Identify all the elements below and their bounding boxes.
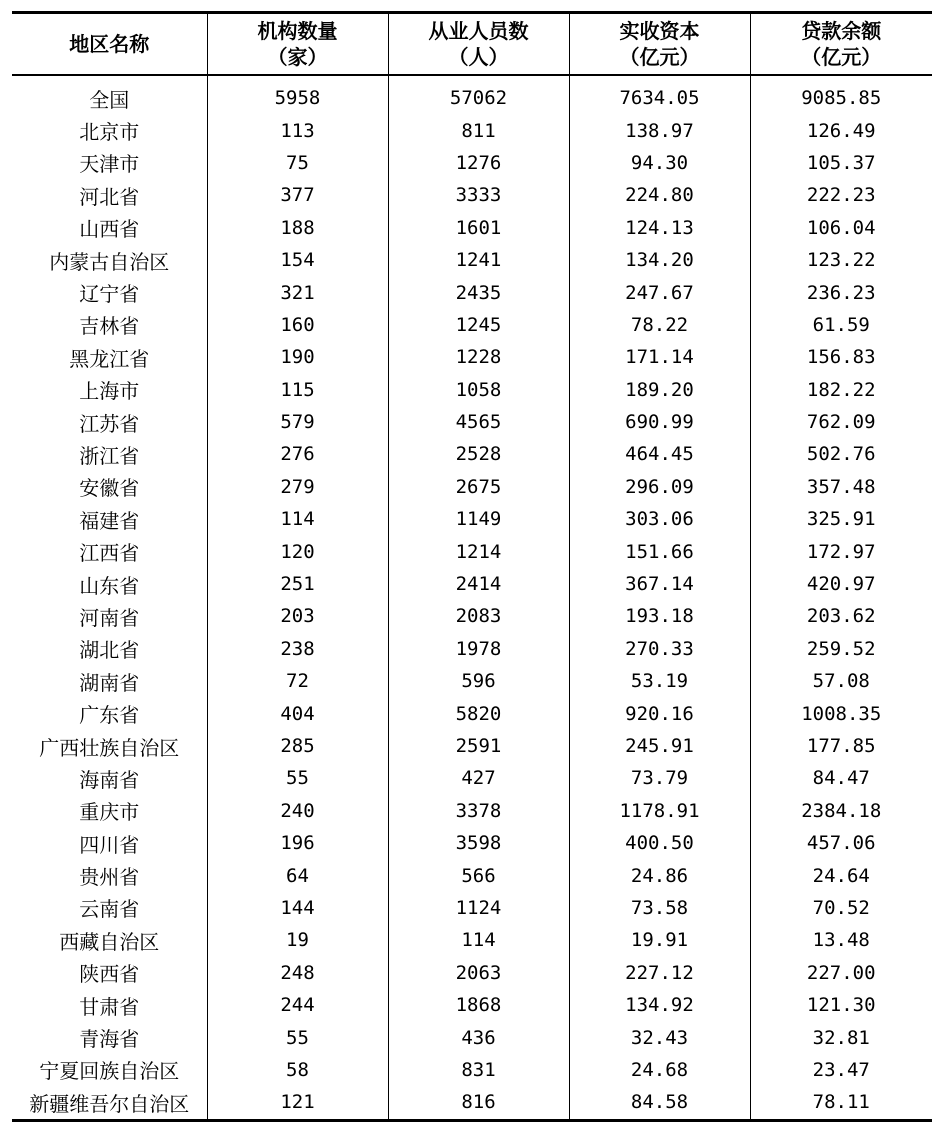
- paid-in-capital-cell: 124.13: [569, 212, 750, 244]
- region-cell: 新疆维吾尔自治区: [29, 1091, 190, 1116]
- region-cell: 上海市: [79, 379, 140, 404]
- employee-count-cell: 1276: [388, 147, 569, 179]
- header-employee-count-unit: （人）: [448, 45, 509, 69]
- institution-count-cell: 75: [207, 147, 388, 179]
- region-cell: 辽宁省: [79, 282, 140, 307]
- employee-count-cell: 2591: [388, 730, 569, 762]
- table-row: [12, 276, 932, 308]
- employee-count-cell: 2435: [388, 276, 569, 308]
- loan-balance-cell: 227.00: [750, 957, 932, 989]
- loan-balance-cell: 172.97: [750, 535, 932, 567]
- paid-in-capital-cell: 1178.91: [569, 795, 750, 827]
- header-institution-count-unit: （家）: [267, 45, 328, 69]
- institution-count-cell: 144: [207, 892, 388, 924]
- paid-in-capital-cell: 920.16: [569, 697, 750, 729]
- statistics-table: [12, 11, 932, 1122]
- table-row: [12, 1021, 932, 1053]
- paid-in-capital-cell: 270.33: [569, 633, 750, 665]
- table-row: [12, 795, 932, 827]
- table-row: [12, 665, 932, 697]
- paid-in-capital-cell: 171.14: [569, 341, 750, 373]
- region-cell: 吉林省: [79, 314, 140, 339]
- table-row: [12, 1086, 932, 1120]
- table-row: [12, 244, 932, 276]
- region-cell: 河北省: [79, 184, 140, 209]
- employee-count-cell: 1058: [388, 374, 569, 406]
- loan-balance-cell: 357.48: [750, 471, 932, 503]
- employee-count-cell: 436: [388, 1021, 569, 1053]
- region-cell: 安徽省: [79, 476, 140, 501]
- employee-count-cell: 4565: [388, 406, 569, 438]
- employee-count-cell: 3598: [388, 827, 569, 859]
- table-row: [12, 762, 932, 794]
- institution-count-cell: 55: [207, 1021, 388, 1053]
- table-row: [12, 827, 932, 859]
- table-row: [12, 374, 932, 406]
- paid-in-capital-cell: 189.20: [569, 374, 750, 406]
- loan-balance-cell: 420.97: [750, 568, 932, 600]
- table-row: [12, 957, 932, 989]
- employee-count-cell: 2063: [388, 957, 569, 989]
- table-row: [12, 859, 932, 891]
- paid-in-capital-cell: 134.20: [569, 244, 750, 276]
- employee-count-cell: 1149: [388, 503, 569, 535]
- paid-in-capital-cell: 690.99: [569, 406, 750, 438]
- header-region-name: [12, 13, 207, 76]
- institution-count-cell: 321: [207, 276, 388, 308]
- table-row: [12, 730, 932, 762]
- employee-count-cell: 1868: [388, 989, 569, 1021]
- loan-balance-cell: 502.76: [750, 438, 932, 470]
- region-cell: 内蒙古自治区: [49, 249, 170, 274]
- region-cell: 全国: [89, 87, 130, 112]
- institution-count-cell: 55: [207, 762, 388, 794]
- employee-count-cell: 3378: [388, 795, 569, 827]
- header-region-name-label: 地区名称: [69, 32, 150, 56]
- region-cell: 广东省: [79, 703, 140, 728]
- paid-in-capital-cell: 138.97: [569, 114, 750, 146]
- paid-in-capital-cell: 151.66: [569, 535, 750, 567]
- employee-count-cell: 57062: [388, 75, 569, 114]
- header-paid-in-capital-label: 实收资本: [619, 19, 700, 43]
- institution-count-cell: 244: [207, 989, 388, 1021]
- loan-balance-cell: 32.81: [750, 1021, 932, 1053]
- header-institution-count: [207, 13, 388, 76]
- loan-balance-cell: 259.52: [750, 633, 932, 665]
- institution-count-cell: 5958: [207, 75, 388, 114]
- paid-in-capital-cell: 24.86: [569, 859, 750, 891]
- loan-balance-cell: 123.22: [750, 244, 932, 276]
- institution-count-cell: 120: [207, 535, 388, 567]
- institution-count-cell: 160: [207, 309, 388, 341]
- institution-count-cell: 115: [207, 374, 388, 406]
- institution-count-cell: 240: [207, 795, 388, 827]
- employee-count-cell: 1978: [388, 633, 569, 665]
- employee-count-cell: 5820: [388, 697, 569, 729]
- loan-balance-cell: 105.37: [750, 147, 932, 179]
- institution-count-cell: 64: [207, 859, 388, 891]
- loan-balance-cell: 222.23: [750, 179, 932, 211]
- employee-count-cell: 2414: [388, 568, 569, 600]
- loan-balance-cell: 121.30: [750, 989, 932, 1021]
- loan-balance-cell: 156.83: [750, 341, 932, 373]
- table-row: [12, 212, 932, 244]
- table-row: [12, 535, 932, 567]
- region-cell: 江苏省: [79, 411, 140, 436]
- header-paid-in-capital-unit: （亿元）: [619, 45, 700, 69]
- header-institution-count-label: 机构数量: [257, 19, 338, 43]
- paid-in-capital-cell: 73.79: [569, 762, 750, 794]
- loan-balance-cell: 70.52: [750, 892, 932, 924]
- loan-balance-cell: 23.47: [750, 1054, 932, 1086]
- institution-count-cell: 248: [207, 957, 388, 989]
- paid-in-capital-cell: 94.30: [569, 147, 750, 179]
- employee-count-cell: 831: [388, 1054, 569, 1086]
- institution-count-cell: 238: [207, 633, 388, 665]
- loan-balance-cell: 325.91: [750, 503, 932, 535]
- loan-balance-cell: 177.85: [750, 730, 932, 762]
- paid-in-capital-cell: 464.45: [569, 438, 750, 470]
- employee-count-cell: 596: [388, 665, 569, 697]
- paid-in-capital-cell: 367.14: [569, 568, 750, 600]
- region-cell: 福建省: [79, 508, 140, 533]
- loan-balance-cell: 106.04: [750, 212, 932, 244]
- table-row: [12, 503, 932, 535]
- table-row: [12, 892, 932, 924]
- region-cell: 黑龙江省: [69, 346, 150, 371]
- table-row: [12, 438, 932, 470]
- table-row: [12, 406, 932, 438]
- loan-balance-cell: 57.08: [750, 665, 932, 697]
- institution-count-cell: 72: [207, 665, 388, 697]
- loan-balance-cell: 61.59: [750, 309, 932, 341]
- table-row: [12, 179, 932, 211]
- header-employee-count-label: 从业人员数: [428, 19, 529, 43]
- region-cell: 江西省: [79, 541, 140, 566]
- region-cell: 山东省: [79, 573, 140, 598]
- region-cell: 湖北省: [79, 638, 140, 663]
- employee-count-cell: 566: [388, 859, 569, 891]
- loan-balance-cell: 762.09: [750, 406, 932, 438]
- paid-in-capital-cell: 78.22: [569, 309, 750, 341]
- paid-in-capital-cell: 247.67: [569, 276, 750, 308]
- institution-count-cell: 188: [207, 212, 388, 244]
- employee-count-cell: 114: [388, 924, 569, 956]
- loan-balance-cell: 78.11: [750, 1086, 932, 1120]
- loan-balance-cell: 2384.18: [750, 795, 932, 827]
- institution-count-cell: 404: [207, 697, 388, 729]
- institution-count-cell: 285: [207, 730, 388, 762]
- region-cell: 北京市: [79, 120, 140, 145]
- institution-count-cell: 196: [207, 827, 388, 859]
- region-cell: 浙江省: [79, 443, 140, 468]
- paid-in-capital-cell: 245.91: [569, 730, 750, 762]
- table-row: [12, 75, 932, 114]
- paid-in-capital-cell: 32.43: [569, 1021, 750, 1053]
- employee-count-cell: 1241: [388, 244, 569, 276]
- region-cell: 海南省: [79, 767, 140, 792]
- employee-count-cell: 2528: [388, 438, 569, 470]
- header-loan-balance-unit: （亿元）: [801, 45, 882, 69]
- region-cell: 重庆市: [79, 800, 140, 825]
- table-row: [12, 600, 932, 632]
- loan-balance-cell: 13.48: [750, 924, 932, 956]
- employee-count-cell: 1214: [388, 535, 569, 567]
- table-row: [12, 1054, 932, 1086]
- employee-count-cell: 3333: [388, 179, 569, 211]
- loan-balance-cell: 84.47: [750, 762, 932, 794]
- institution-count-cell: 203: [207, 600, 388, 632]
- employee-count-cell: 811: [388, 114, 569, 146]
- loan-balance-cell: 457.06: [750, 827, 932, 859]
- paid-in-capital-cell: 224.80: [569, 179, 750, 211]
- employee-count-cell: 816: [388, 1086, 569, 1120]
- institution-count-cell: 114: [207, 503, 388, 535]
- header-row: [12, 13, 932, 76]
- employee-count-cell: 427: [388, 762, 569, 794]
- table-row: [12, 697, 932, 729]
- loan-balance-cell: 1008.35: [750, 697, 932, 729]
- institution-count-cell: 113: [207, 114, 388, 146]
- employee-count-cell: 2083: [388, 600, 569, 632]
- table-row: [12, 924, 932, 956]
- table-row: [12, 633, 932, 665]
- loan-balance-cell: 24.64: [750, 859, 932, 891]
- institution-count-cell: 19: [207, 924, 388, 956]
- region-cell: 青海省: [79, 1027, 140, 1052]
- institution-count-cell: 121: [207, 1086, 388, 1120]
- paid-in-capital-cell: 7634.05: [569, 75, 750, 114]
- employee-count-cell: 2675: [388, 471, 569, 503]
- institution-count-cell: 377: [207, 179, 388, 211]
- institution-count-cell: 251: [207, 568, 388, 600]
- paid-in-capital-cell: 134.92: [569, 989, 750, 1021]
- paid-in-capital-cell: 73.58: [569, 892, 750, 924]
- table-row: [12, 147, 932, 179]
- table-row: [12, 114, 932, 146]
- employee-count-cell: 1245: [388, 309, 569, 341]
- region-cell: 甘肃省: [79, 994, 140, 1019]
- region-cell: 广西壮族自治区: [39, 735, 180, 760]
- employee-count-cell: 1124: [388, 892, 569, 924]
- table-row: [12, 471, 932, 503]
- institution-count-cell: 279: [207, 471, 388, 503]
- institution-count-cell: 58: [207, 1054, 388, 1086]
- loan-balance-cell: 203.62: [750, 600, 932, 632]
- header-paid-in-capital: [569, 13, 750, 76]
- paid-in-capital-cell: 400.50: [569, 827, 750, 859]
- paid-in-capital-cell: 53.19: [569, 665, 750, 697]
- region-cell: 湖南省: [79, 670, 140, 695]
- region-cell: 西藏自治区: [59, 929, 160, 954]
- institution-count-cell: 154: [207, 244, 388, 276]
- paid-in-capital-cell: 19.91: [569, 924, 750, 956]
- region-cell: 宁夏回族自治区: [39, 1059, 180, 1084]
- table-row: [12, 341, 932, 373]
- region-cell: 四川省: [79, 832, 140, 857]
- header-loan-balance-label: 贷款余额: [801, 19, 882, 43]
- loan-balance-cell: 182.22: [750, 374, 932, 406]
- region-cell: 贵州省: [79, 865, 140, 890]
- employee-count-cell: 1601: [388, 212, 569, 244]
- region-cell: 云南省: [79, 897, 140, 922]
- institution-count-cell: 190: [207, 341, 388, 373]
- paid-in-capital-cell: 227.12: [569, 957, 750, 989]
- table-row: [12, 309, 932, 341]
- employee-count-cell: 1228: [388, 341, 569, 373]
- header-loan-balance: [750, 13, 932, 76]
- paid-in-capital-cell: 24.68: [569, 1054, 750, 1086]
- region-cell: 天津市: [79, 152, 140, 177]
- institution-count-cell: 276: [207, 438, 388, 470]
- loan-balance-cell: 126.49: [750, 114, 932, 146]
- table-row: [12, 989, 932, 1021]
- region-cell: 河南省: [79, 605, 140, 630]
- institution-count-cell: 579: [207, 406, 388, 438]
- loan-balance-cell: 9085.85: [750, 75, 932, 114]
- paid-in-capital-cell: 303.06: [569, 503, 750, 535]
- region-cell: 山西省: [79, 217, 140, 242]
- paid-in-capital-cell: 193.18: [569, 600, 750, 632]
- table-row: [12, 568, 932, 600]
- region-cell: 陕西省: [79, 962, 140, 987]
- paid-in-capital-cell: 84.58: [569, 1086, 750, 1120]
- loan-balance-cell: 236.23: [750, 276, 932, 308]
- header-employee-count: [388, 13, 569, 76]
- table-body: [12, 75, 932, 1120]
- paid-in-capital-cell: 296.09: [569, 471, 750, 503]
- table-header: [12, 13, 932, 76]
